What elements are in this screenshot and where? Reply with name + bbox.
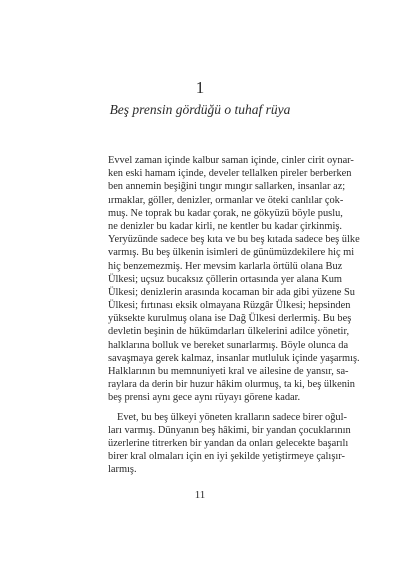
text-line: ne denizler bu kadar kirli, ne kentler bu kadar çirkinmiş.: [108, 220, 342, 232]
text-line: Evet, bu beş ülkeyi yöneten kralların sadece birer oğul-: [117, 411, 347, 423]
text-line: ları varmış. Dünyanın beş hâkimi, bir yandan çocuklarının: [108, 424, 351, 436]
text-line: ben annemin beşiğini tıngır mıngır sallarken, insanlar az;: [108, 181, 346, 193]
text-line: Yeryüzünde sadece beş kıta ve bu beş kıtada sadece beş ülke: [108, 234, 360, 246]
text-line: hiç benzemezmiş. Her mevsim karlarla örtülü olana Buz: [108, 260, 343, 272]
text-line: Ülkesi; denizlerin arasında kocaman bir ada gibi yüzene Su: [108, 286, 355, 298]
text-line: beş prensi aynı gece aynı rüyayı görene kadar.: [108, 392, 301, 404]
text-line: ken eski hamam içinde, develer tellalken pireler berberken: [108, 168, 352, 180]
text-line: Ülkesi; fırtınası eksik olmayana Rüzgâr Ülkesi; hepsinden: [108, 300, 351, 312]
text-line: yüksekte kurulmuş olana ise Dağ Ülkesi derlermiş. Bu beş: [108, 313, 352, 325]
text-line: devletin beşinin de hükümdarları ülkelerini adilce yönetir,: [108, 326, 350, 338]
text-line: üzerlerine titrerken bir yandan da onları gelecekte başarılı: [108, 437, 349, 449]
body-text: [108, 154, 360, 477]
text-line: ırmaklar, göller, denizler, ormanlar ve öteki canlılar çok-: [108, 194, 344, 206]
text-line: savaşmaya gerek kalmaz, insanlar mutluluk içinde yaşarmış.: [108, 352, 360, 364]
page-number: 11: [194, 489, 206, 501]
text-line: larmış.: [108, 464, 137, 476]
text-line: halklarına bolluk ve bereket sunarlarmış. Böyle olunca da: [108, 339, 349, 351]
text-line: muş. Ne toprak bu kadar çorak, ne gökyüzü böyle puslu,: [108, 207, 343, 219]
chapter-title: Beş prensin gördüğü o tuhaf rüya: [109, 102, 291, 117]
text-line: Halklarının bu memnuniyeti kral ve ailesine de yansır, sa-: [108, 366, 349, 377]
text-line: varmış. Bu beş ülkenin isimleri de günümüzdekilere hiç mi: [108, 247, 355, 259]
text-line: Evvel zaman içinde kalbur saman içinde, cinler cirit oynar-: [108, 155, 354, 166]
text-line: birer kral olmaları için en iyi şekilde yetiştirmeye çalışır-: [108, 451, 345, 463]
text-line: raylara da derin bir huzur hâkim olurmuş, ta ki, beş ülkenin: [108, 379, 355, 391]
paragraph-1: [108, 154, 360, 405]
chapter-number: 1: [195, 78, 205, 97]
text-line: Ülkesi; uçsuz bucaksız çöllerin ortasında yer alana Kum: [108, 273, 342, 285]
paragraph-2: [108, 411, 351, 477]
